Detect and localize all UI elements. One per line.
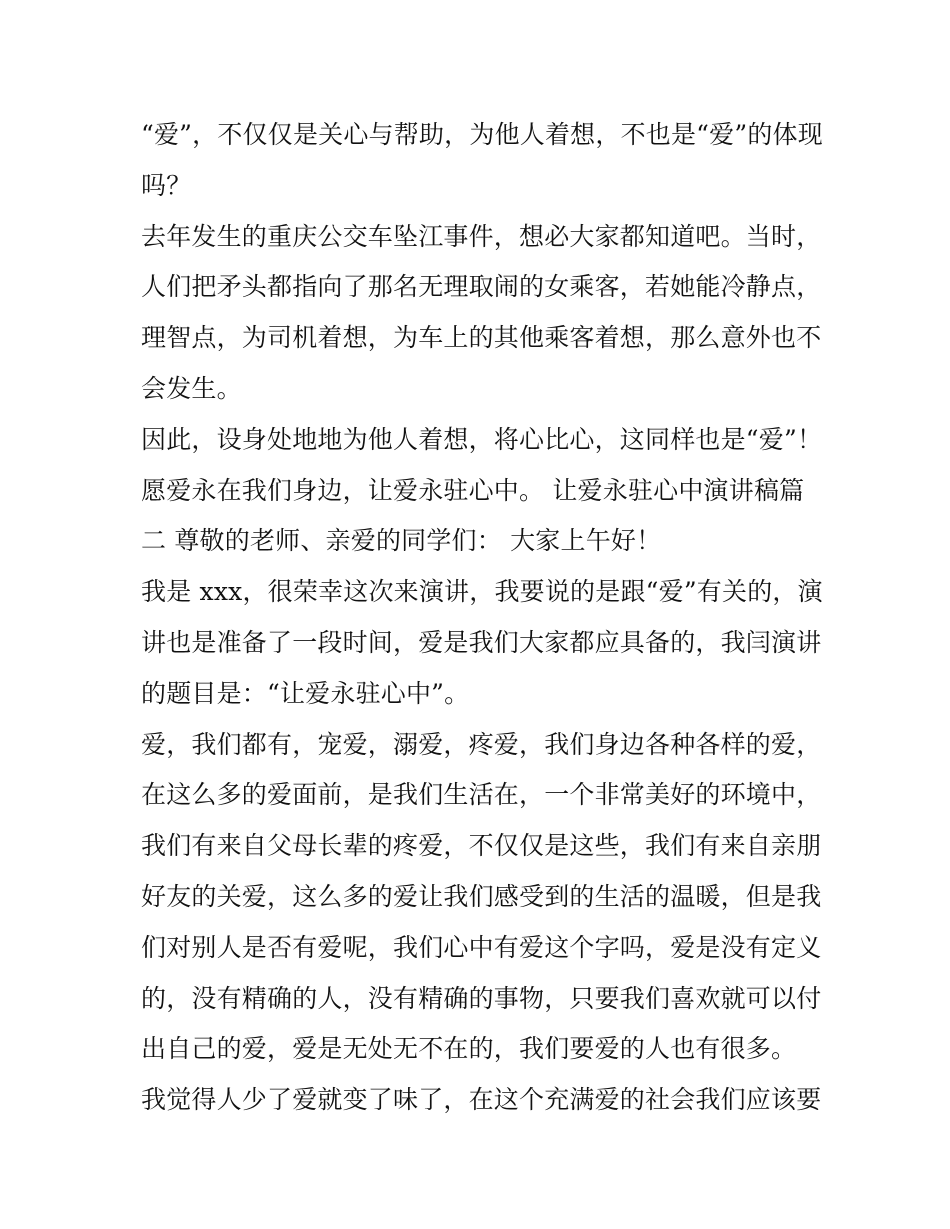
text-line: 去年发生的重庆公交车坠江事件，想必大家都知道吧。当时，: [141, 221, 822, 251]
text-line: 的题目是：“让爱永驻心中”。: [141, 678, 470, 708]
text-line: 爱，我们都有，宠爱，溺爱，疼爱，我们身边各种各样的爱，: [141, 729, 822, 759]
text-line: 理智点，为司机着想，为车上的其他乘客着想，那么意外也不: [141, 323, 822, 353]
text-line: 们对别人是否有爱呢，我们心中有爱这个字吗，爱是没有定义: [141, 932, 822, 962]
text-line: 的，没有精确的人，没有精确的事物，只要我们喜欢就可以付: [141, 983, 822, 1013]
document-body: [141, 110, 821, 1126]
text-line: 我们有来自父母长辈的疼爱，不仅仅是这些，我们有来自亲朋: [141, 831, 822, 861]
text-line: 因此，设身处地地为他人着想，将心比心，这同样也是“爱”！: [141, 424, 823, 454]
text-line: 二 尊敬的老师、亲爱的同学们： 大家上午好！: [141, 526, 662, 556]
text-line: 在这么多的爱面前，是我们生活在，一个非常美好的环境中，: [141, 780, 822, 810]
text-line: 我是 xxx，很荣幸这次来演讲，我要说的是跟“爱”有关的，演: [141, 577, 823, 607]
text-line: “爱”，不仅仅是关心与帮助，为他人着想，不也是“爱”的体现: [141, 120, 823, 149]
text-line: 出自己的爱，爱是无处无不在的，我们要爱的人也有很多。: [141, 1034, 797, 1064]
text-line: 我觉得人少了爱就变了味了，在这个充满爱的社会我们应该要: [141, 1085, 822, 1115]
text-line: 吗？: [141, 170, 192, 200]
text-line: 会发生。: [141, 373, 242, 403]
text-line: 人们把矛头都指向了那名无理取闹的女乘客，若她能冷静点，: [141, 272, 822, 302]
text-line: 讲也是准备了一段时间，爱是我们大家都应具备的，我闫演讲: [141, 627, 822, 657]
text-line: 好友的关爱，这么多的爱让我们感受到的生活的温暖，但是我: [141, 881, 822, 911]
text-line: 愿爱永在我们身边，让爱永驻心中。 让爱永驻心中演讲稿篇: [141, 475, 805, 505]
